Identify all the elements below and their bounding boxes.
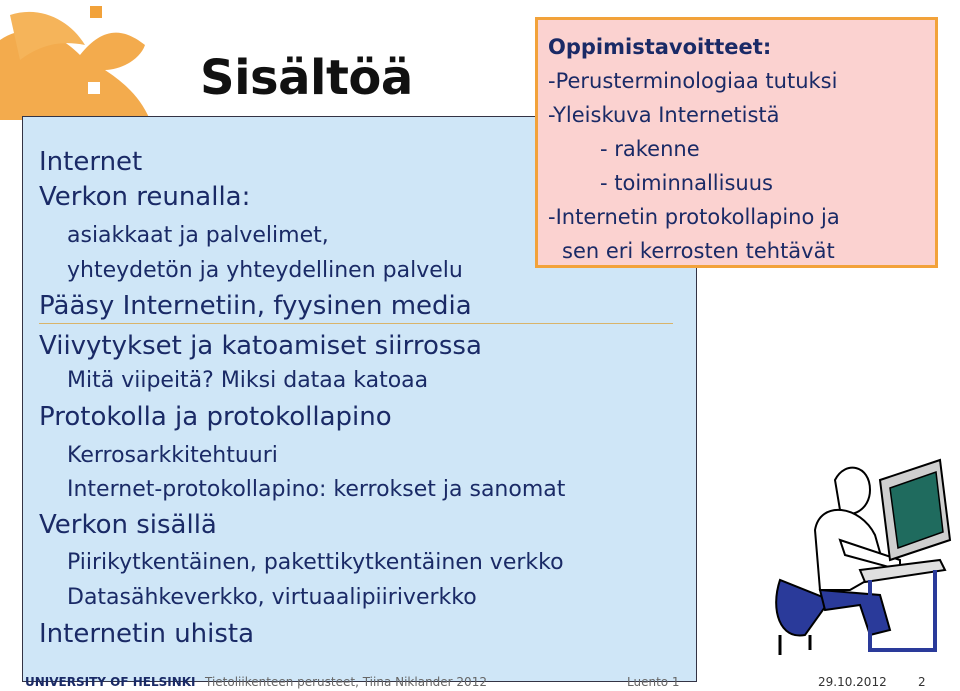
topic-line: Viivytykset ja katoamiset siirrossa bbox=[39, 331, 482, 361]
footer-lecture: Luento 1 bbox=[627, 675, 680, 689]
learning-goals-box bbox=[535, 17, 938, 268]
person-at-computer-icon bbox=[760, 440, 955, 660]
topic-line: Internet bbox=[39, 147, 143, 177]
topic-line: Internetin uhista bbox=[39, 619, 255, 649]
subtopic-line: yhteydetön ja yhteydellinen palvelu bbox=[67, 258, 463, 283]
goal-item: - rakenne bbox=[600, 137, 700, 161]
goal-item: -Perusterminologiaa tutuksi bbox=[548, 69, 838, 93]
divider bbox=[39, 323, 673, 324]
university-flame-logo bbox=[0, 0, 200, 120]
subtopic-line: Datasähkeverkko, virtuaalipiiriverkko bbox=[67, 585, 477, 610]
subtopic-line: Internet-protokollapino: kerrokset ja sanomat bbox=[67, 477, 566, 502]
goal-item: -Internetin protokollapino ja bbox=[548, 205, 840, 229]
subtopic-line: Kerrosarkkitehtuuri bbox=[67, 443, 278, 468]
subtopic-line: asiakkaat ja palvelimet, bbox=[67, 223, 329, 248]
footer-course: Tietoliikenteen perusteet, Tiina Niklander 2012 bbox=[205, 675, 487, 689]
topic-line: Protokolla ja protokollapino bbox=[39, 402, 392, 432]
topic-line: Pääsy Internetiin, fyysinen media bbox=[39, 291, 472, 321]
goal-item: - toiminnallisuus bbox=[600, 171, 773, 195]
topic-line: Verkon sisällä bbox=[39, 510, 217, 540]
footer-page-number: 2 bbox=[918, 675, 926, 689]
goal-item: sen eri kerrosten tehtävät bbox=[562, 239, 835, 263]
goal-item: -Yleiskuva Internetistä bbox=[548, 103, 780, 127]
topic-line: Verkon reunalla: bbox=[39, 182, 251, 212]
subtopic-line: Piirikytkentäinen, pakettikytkentäinen verkko bbox=[67, 550, 564, 575]
slide-title: Sisältöä bbox=[200, 50, 413, 106]
subtopic-line: Mitä viipeitä? Miksi dataa katoaa bbox=[67, 368, 429, 393]
footer bbox=[0, 672, 960, 691]
footer-date: 29.10.2012 bbox=[818, 675, 887, 689]
goals-heading: Oppimistavoitteet: bbox=[548, 35, 772, 59]
footer-university: UNIVERSITY OF HELSINKI bbox=[25, 675, 196, 689]
